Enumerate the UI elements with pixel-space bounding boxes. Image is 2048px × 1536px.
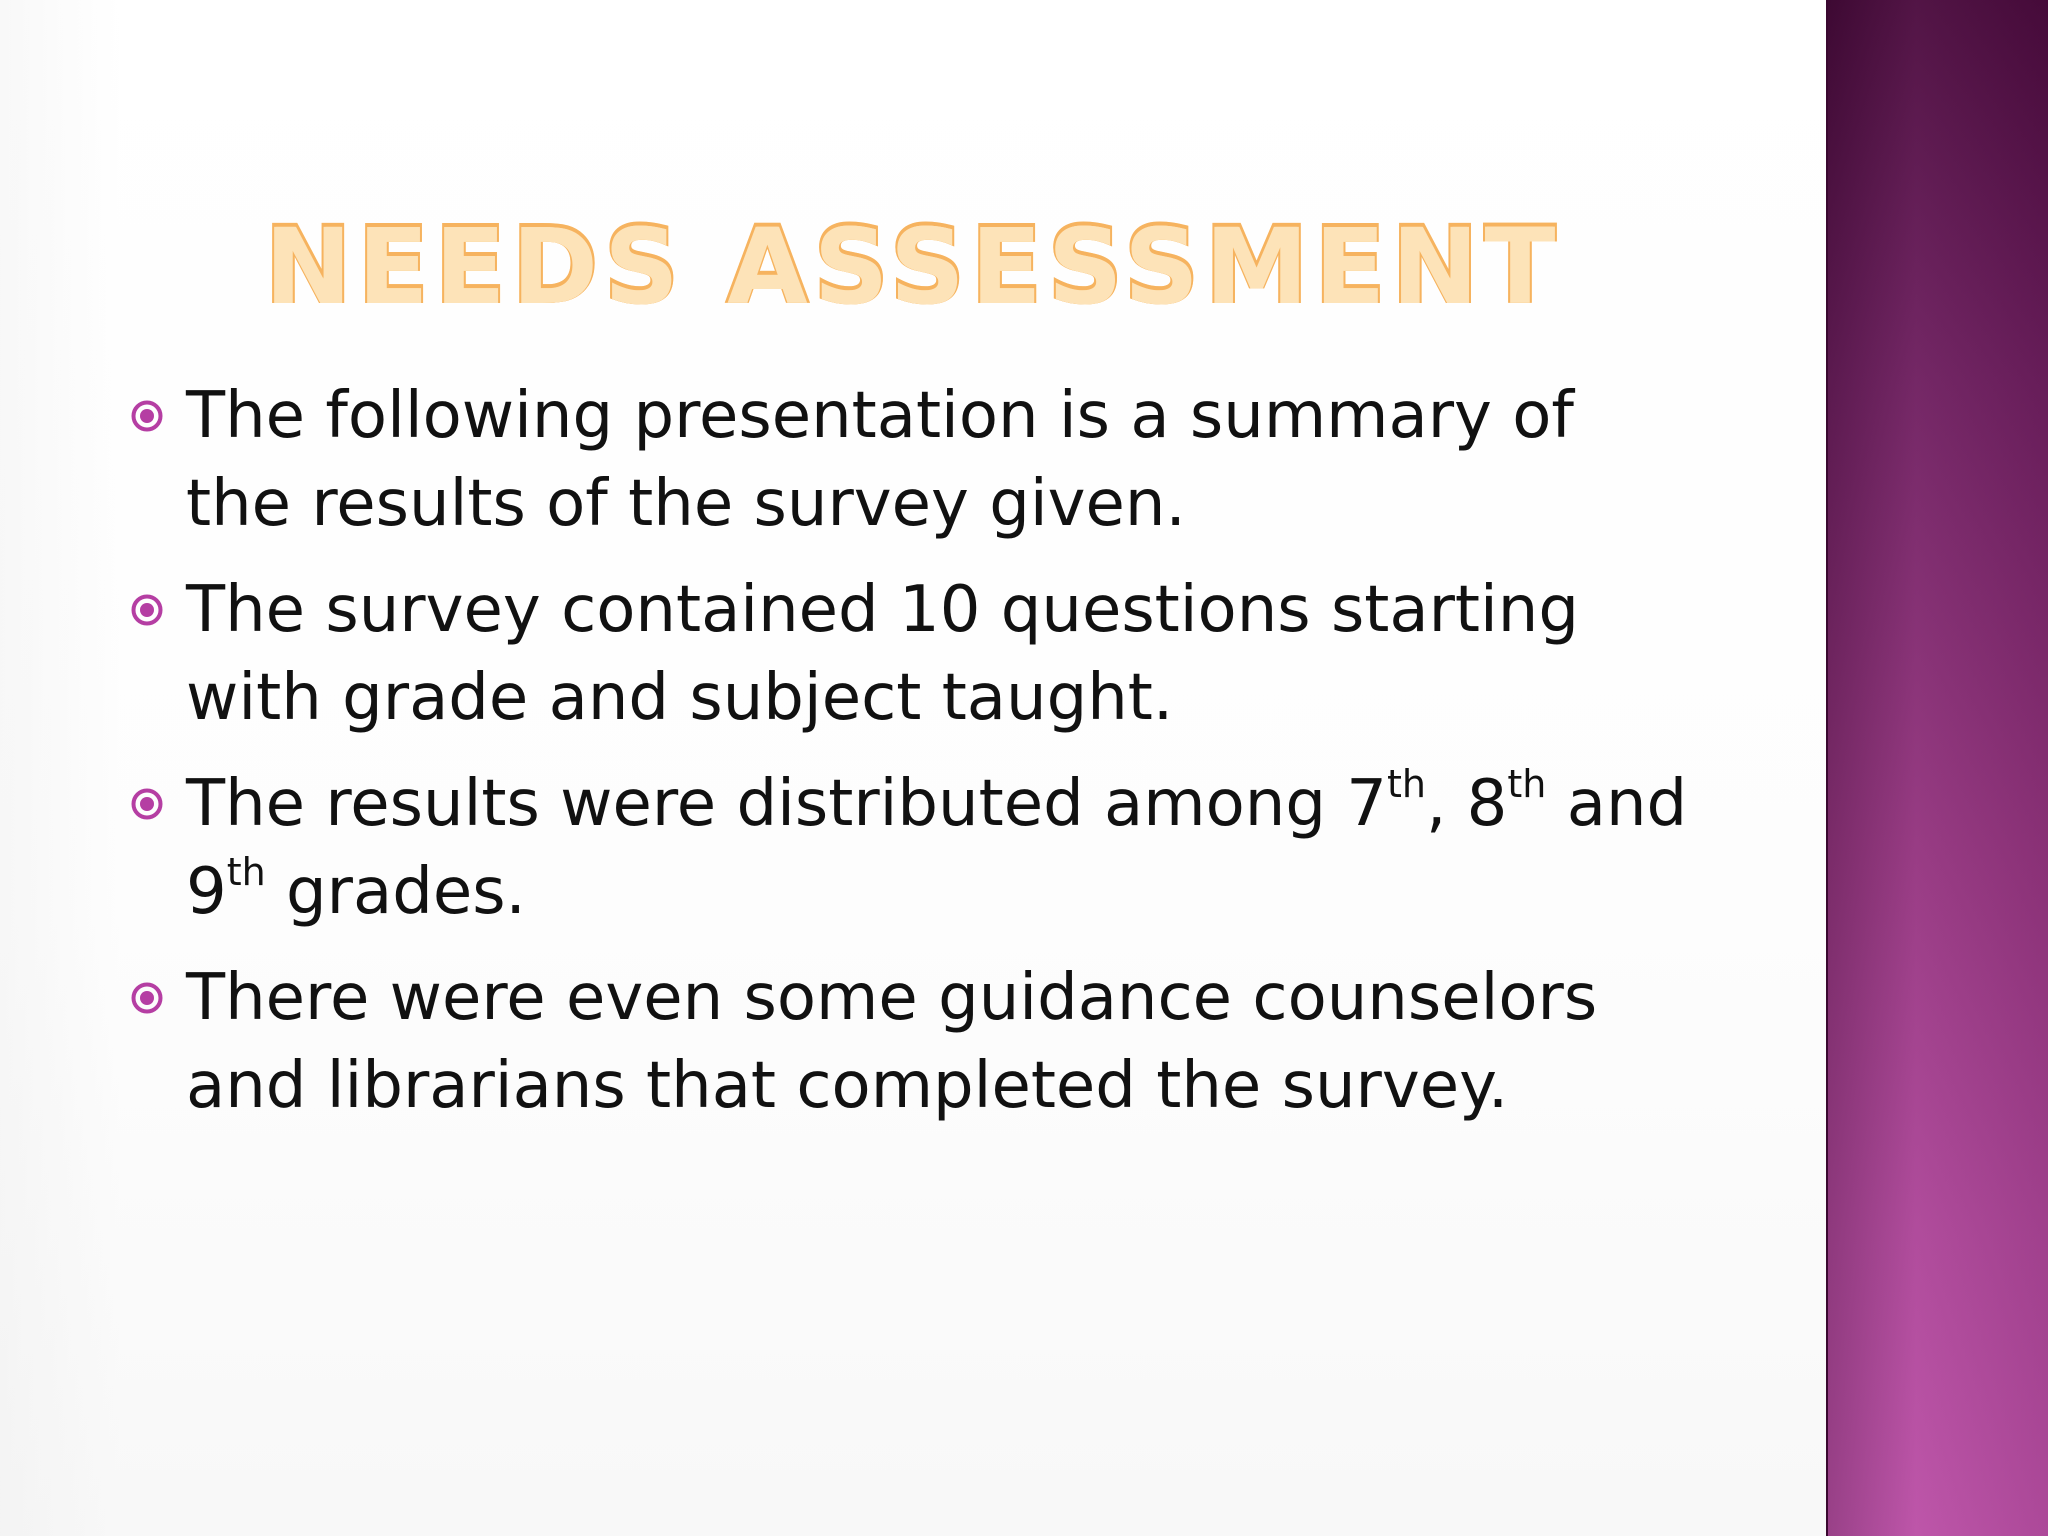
circled-dot-icon <box>130 399 164 433</box>
bullet-list <box>130 372 1690 1148</box>
bullet-text: , 8 <box>1425 767 1508 841</box>
bullet-text: The results were distributed among 7 <box>186 767 1387 841</box>
circled-dot-icon <box>130 787 164 821</box>
slide-title <box>0 200 1826 330</box>
circled-dot-icon <box>130 593 164 627</box>
bullet-item <box>130 566 1690 742</box>
bullet-item <box>130 954 1690 1130</box>
bullet-text: There were even some guidance counselors and librarians that completed the survey. <box>186 961 1598 1123</box>
bullet-text: and 9 <box>186 767 1688 929</box>
bullet-item <box>130 760 1690 936</box>
circled-dot-icon <box>130 981 164 1015</box>
ordinal-suffix: th <box>1507 761 1547 806</box>
bullet-text: The following presentation is a summary of the results of the survey given. <box>186 379 1574 541</box>
slide-title-text: NEEDS ASSESSMENT <box>264 204 1562 326</box>
ordinal-suffix: th <box>226 849 266 894</box>
bullet-item <box>130 372 1690 548</box>
ordinal-suffix: th <box>1387 761 1426 806</box>
bullet-text: grades. <box>265 855 526 929</box>
decorative-side-bar <box>1826 0 2048 1536</box>
bullet-text: The survey contained 10 questions starting with grade and subject taught. <box>186 573 1579 735</box>
side-bar-sheen <box>1828 0 2048 1536</box>
